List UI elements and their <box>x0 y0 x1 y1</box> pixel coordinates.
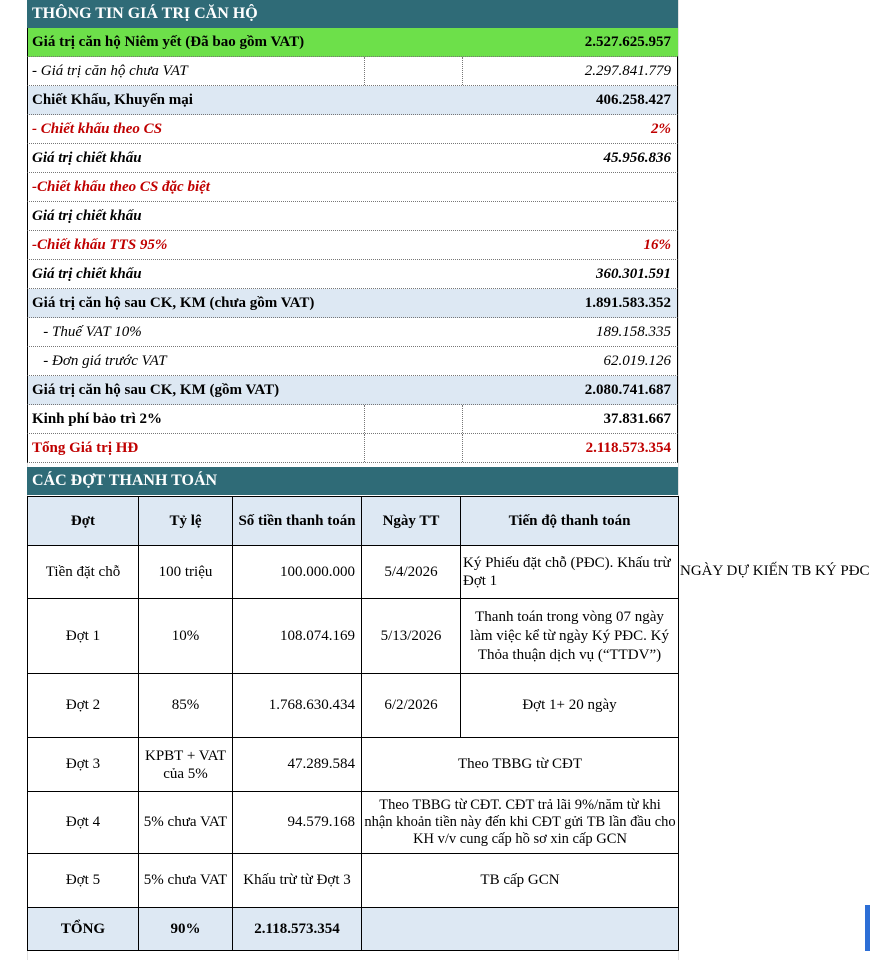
cell-tien-do: Ký Phiếu đặt chỗ (PĐC). Khấu trừ Đợt 1 <box>461 546 679 599</box>
row-label: Giá trị căn hộ Niêm yết (Đã bao gồm VAT) <box>32 34 305 50</box>
row-value: 2.297.841.779 <box>584 63 671 79</box>
cell-ngay: 6/2/2026 <box>362 674 461 738</box>
cell-tien-do: Theo TBBG từ CĐT. CĐT trả lãi 9%/năm từ khi nhận khoản tiền này đến khi CĐT gửi TB lần đầu cho KH v/v cung cấp hồ sơ xin cấp GCN <box>362 792 679 854</box>
value-row[interactable] <box>27 347 678 376</box>
value-row[interactable] <box>27 289 678 318</box>
cell-so-tien: 100.000.000 <box>233 546 362 599</box>
row-label: - Thuế VAT 10% <box>32 324 142 340</box>
side-note: NGÀY DỰ KIẾN TB KÝ PĐC <box>680 563 870 579</box>
table-row[interactable] <box>28 792 679 854</box>
cell-total-so-tien: 2.118.573.354 <box>233 908 362 951</box>
cell-dot: Đợt 1 <box>28 599 139 674</box>
payment-table <box>27 496 679 951</box>
section-value-title: THÔNG TIN GIÁ TRỊ CĂN HỘ <box>32 5 258 22</box>
value-row[interactable] <box>27 434 678 463</box>
row-label: -Chiết khấu theo CS đặc biệt <box>32 179 210 195</box>
cell-ngay: 5/4/2026 <box>362 546 461 599</box>
cell-ty-le: 5% chưa VAT <box>139 854 233 908</box>
scrollbar-thumb[interactable] <box>865 905 870 951</box>
table-header-row <box>28 497 679 546</box>
cell-ngay: 5/13/2026 <box>362 599 461 674</box>
row-value: 360.301.591 <box>596 266 671 282</box>
row-label: Kinh phí bảo trì 2% <box>32 411 163 427</box>
table-row[interactable] <box>28 674 679 738</box>
row-label: Giá trị chiết khấu <box>32 208 142 224</box>
section-payment-header <box>27 467 678 495</box>
row-value: 2.527.625.957 <box>584 34 671 50</box>
row-value: 2.080.741.687 <box>584 382 671 398</box>
row-value: 2% <box>651 121 671 137</box>
value-row[interactable] <box>27 260 678 289</box>
row-label: Tổng Giá trị HĐ <box>32 440 139 456</box>
cell-so-tien: 94.579.168 <box>233 792 362 854</box>
cell-ty-le: 5% chưa VAT <box>139 792 233 854</box>
cell-total-ty-le: 90% <box>139 908 233 951</box>
col-header-so-tien: Số tiền thanh toán <box>233 497 362 546</box>
row-value: 2.118.573.354 <box>585 440 671 456</box>
table-row[interactable] <box>28 854 679 908</box>
cell-ty-le: KPBT + VAT của 5% <box>139 738 233 792</box>
row-value: 189.158.335 <box>596 324 671 340</box>
table-row[interactable] <box>28 546 679 599</box>
cell-divider <box>462 405 463 433</box>
cell-tien-do: Thanh toán trong vòng 07 ngày làm việc kể từ ngày Ký PĐC. Ký Thỏa thuận dịch vụ (“TTDV”) <box>461 599 679 674</box>
value-row[interactable] <box>27 173 678 202</box>
cell-divider <box>462 57 463 85</box>
row-label: Chiết Khấu, Khuyến mại <box>32 92 193 108</box>
row-label: -Chiết khấu TTS 95% <box>32 237 168 253</box>
col-header-ngay: Ngày TT <box>362 497 461 546</box>
cell-divider <box>364 434 365 462</box>
cell-total-label: TỔNG <box>28 908 139 951</box>
cell-ty-le: 100 triệu <box>139 546 233 599</box>
table-row[interactable] <box>28 599 679 674</box>
cell-so-tien: 47.289.584 <box>233 738 362 792</box>
row-value: 45.956.836 <box>603 150 671 166</box>
cell-total-empty <box>362 908 679 951</box>
row-value: 406.258.427 <box>596 92 671 108</box>
row-label: - Chiết khấu theo CS <box>32 121 163 137</box>
cell-tien-do: Theo TBBG từ CĐT <box>362 738 679 792</box>
cell-tien-do: TB cấp GCN <box>362 854 679 908</box>
col-header-ty-le: Tỷ lệ <box>139 497 233 546</box>
value-row[interactable] <box>27 318 678 347</box>
value-row[interactable] <box>27 86 678 115</box>
value-row[interactable] <box>27 231 678 260</box>
value-row[interactable] <box>27 405 678 434</box>
row-value: 16% <box>643 237 671 253</box>
cell-dot: Đợt 4 <box>28 792 139 854</box>
cell-so-tien: Khấu trừ từ Đợt 3 <box>233 854 362 908</box>
row-label: - Giá trị căn hộ chưa VAT <box>32 63 188 79</box>
cell-divider <box>462 434 463 462</box>
table-row[interactable] <box>28 738 679 792</box>
col-header-dot: Đợt <box>28 497 139 546</box>
cell-dot: Đợt 2 <box>28 674 139 738</box>
row-label: Giá trị chiết khấu <box>32 266 142 282</box>
value-row[interactable] <box>27 28 678 57</box>
cell-dot: Tiền đặt chỗ <box>28 546 139 599</box>
cell-dot: Đợt 5 <box>28 854 139 908</box>
section-value-header <box>27 0 678 28</box>
cell-divider <box>364 57 365 85</box>
value-row[interactable] <box>27 115 678 144</box>
cell-divider <box>364 405 365 433</box>
row-label: Giá trị căn hộ sau CK, KM (chưa gồm VAT) <box>32 295 315 311</box>
section-payment-title: CÁC ĐỢT THANH TOÁN <box>32 472 218 489</box>
row-value: 1.891.583.352 <box>584 295 671 311</box>
row-label: Giá trị chiết khấu <box>32 150 142 166</box>
cell-dot: Đợt 3 <box>28 738 139 792</box>
value-row[interactable] <box>27 144 678 173</box>
row-value: 37.831.667 <box>603 411 671 427</box>
cell-so-tien: 108.074.169 <box>233 599 362 674</box>
cell-so-tien: 1.768.630.434 <box>233 674 362 738</box>
col-header-tien-do: Tiến độ thanh toán <box>461 497 679 546</box>
row-label: Giá trị căn hộ sau CK, KM (gồm VAT) <box>32 382 280 398</box>
row-label: - Đơn giá trước VAT <box>32 353 167 369</box>
cell-tien-do: Đợt 1+ 20 ngày <box>461 674 679 738</box>
table-total-row[interactable] <box>28 908 679 951</box>
row-value: 62.019.126 <box>603 353 671 369</box>
value-row[interactable] <box>27 57 678 86</box>
cell-ty-le: 10% <box>139 599 233 674</box>
cell-ty-le: 85% <box>139 674 233 738</box>
value-row[interactable] <box>27 376 678 405</box>
value-row[interactable] <box>27 202 678 231</box>
